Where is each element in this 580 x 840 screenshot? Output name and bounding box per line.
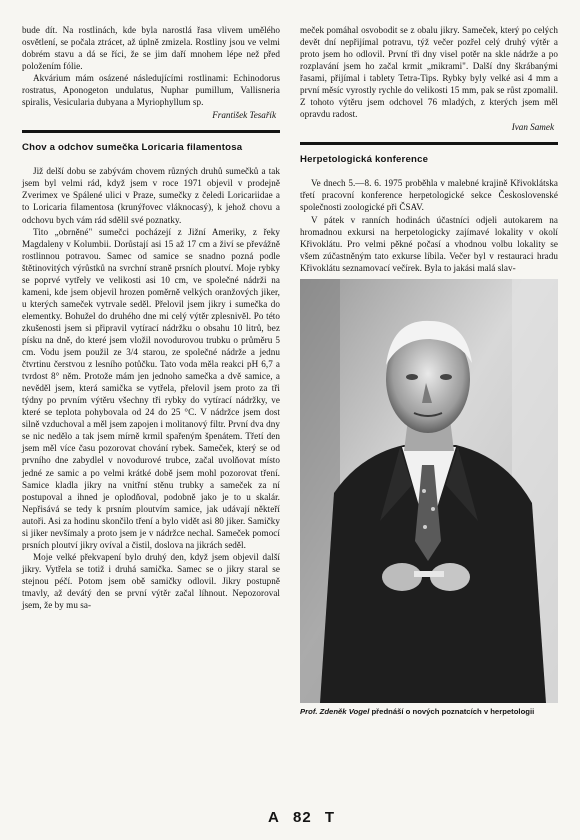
page-number: 82 [293,809,312,826]
right-column [300,24,558,716]
body-paragraph: Ve dnech 5.—8. 6. 1975 proběhla v malebné krajině Křivoklátska třetí pracovní konference herpetologické sekce Československé společnosti zoologické při ČSAV. [300,178,558,213]
body-paragraph: bude dít. Na rostlinách, kde byla narostlá řasa vlivem umělého osvětlení, se počala ztrácet, až úplně zmizela. Rostliny jsou ve velmi dobrém stavu a dá se říci, že se jim daří mnohem lépe než před položením fólie. [22,25,280,72]
intro-continuation [22,24,280,121]
body-paragraph: Akvárium mám osázené následujícími rostlinami: Echinodorus rostratus, Aponogeton undulatus, Nuphar pumillum, Vallisneria spiralis, Vesicularia dubyana a Myriophyllum sp. [22,73,280,108]
folio-suffix: T [324,809,336,826]
speaker-portrait-image [300,279,558,703]
speaker-photo [300,279,558,703]
article-continuation [300,24,558,133]
article-title: Herpetologická konference [300,154,429,166]
left-column [22,24,280,611]
body-paragraph: meček pomáhal osvobodit se z obalu jikry. Sameček, který po celých devět dní nepřijímal potravu, týž večer pozřel celý druhý výtěr a proto jsem ho odlovil. První tři dny visel potěr na skle nádrže a po rozplavání jsem ho začal krmit „mikrami". Další dny škrábanými řasami, přijímal i tablety Tetra-Tips. Rybky byly velké asi 4 mm a první měsíc vyrostly rychle do velikosti 15 mm, pak se růst zpomalil. Z tohoto výtěru jsem odchovel 76 mladých, z kterých jsem měl opravdu radost. [300,25,558,120]
body-paragraph: Moje velké překvapení bylo druhý den, když jsem objevil další jikry. Vytřela se totiž i druhá samička. Samec se o jikry staral se stejnou péčí. Potom jsem obě samičky odlovil. Jikry postupně tmavly, až devátý den se první výtěr začal líhnout. Nepozoroval jsem, že by mu sa- [22,551,280,611]
caption-name: Prof. Zdeněk Vogel [300,706,370,716]
section-divider [300,142,558,145]
body-paragraph: V pátek v ranních hodinách účastníci odjeli autokarem na hromadnou exkursi na herpetologicky zajímavé lokality v okolí Křivoklátu. Pro velmi pěkné počasí a vhodnou volbu lokality se všem zúčastněným tato exkurse líbila. Večer byl v restauraci hradu Křivoklátu seznamovací večírek. Byla to jakási malá slav- [300,214,558,273]
caption-text: přednáší o nových poznatcích v herpetologii [371,706,535,716]
photo-caption [300,707,558,717]
folio-section: A [268,809,280,826]
article-body [22,165,280,611]
author-signature: František Tesařík [212,110,276,121]
section-divider [22,130,280,133]
body-paragraph: Již delší dobu se zabývám chovem různých druhů sumečků a tak jsem byl velmi rád, když jsem v roce 1971 objevil v prodejně Zverimex ve Spálené ulici v Praze, sumečky z čeledi Loricariidae a to Loricaria filamentosa (krunýřovec vláknocasý), k jehož chovu a odchovu bych vám rád sdělil své poznatky. [22,166,280,225]
body-paragraph: Tito „obrněné" sumečci pocházejí z Jižní Ameriky, z řeky Magdaleny v Kolumbii. Dorůstají asi 15 až 17 cm a živí se převážně rostlinnou potravou. Samec od samice se snadno pozná podle štětinovitých výrůstků na svrchní straně prsních ploutví. Moje rybky se poprvé vytřely ve velikosti asi 10 cm, ve společné nádrži na kameni, kde jsem objevil hrozen poměrně velkých oranžových jiker, u kterých sameček vytrvale seděl. Přelovil jsem jikry i sumečka do elementky. Bohužel do druhého dne mi celý výtěr zplesnivěl. Po této zkušenosti jsem si připravil vytírací nádržku o obsahu 10 litrů, bez písku na dně, do které jsem vložil novodurovou trubku o průměru 5 cm. Vodu jsem použil ze 3/4 starou, ze společné nádrže a jednu čtvrtinu čerstvou z lesního potůčku. Tato voda měla reakci pH 6,7 a tvrdost 8° něm. Protože mám jen jednoho samečka a dvě samice, a nevěděl jsem, která samička se vytřela, přelovil jsem proto za tři týdny po prvním výtěru všechny tři rybky do vytírací nádržky, ve které se teplota pohybovala od 24 do 25 °C. V nádržce jsem dost silně vzduchoval a měl jsem zapojen i molitanový filtr. První dva dny se nic nedělo a tak jsem mírně krmil spařeným špenátem. Třetí den jsem měl více času pozorovat chování rybek. Sameček, který se od prvního dne zabydlel v novodurové trubce, začal uvolňovat místo jedné ze samic a po velmi krátké době jsem mohl pozorovat tření. Samice kladla jikry na vnitřní stěnu trubky a sameček za ní postupoval a ihned je oplodňoval, podobně jako je to u skalár. Nepřisává se tedy k prsním ploutvím samice, jak udávají někteří autoři. Asi za hodinu skončilo tření a bylo vidět asi 80 jiker. Samičky si jiker nevšímaly a proto jsem je v nádržce nechal. Sameček pomocí prsních ploutví jikry ovíval a čistil, doslova na jikrách seděl. [22,226,280,550]
article-title: Chov a odchov sumečka Loricaria filamentosa [22,142,243,154]
author-signature: Ivan Samek [511,122,554,133]
article-body [300,177,558,273]
page-folio [268,809,343,826]
